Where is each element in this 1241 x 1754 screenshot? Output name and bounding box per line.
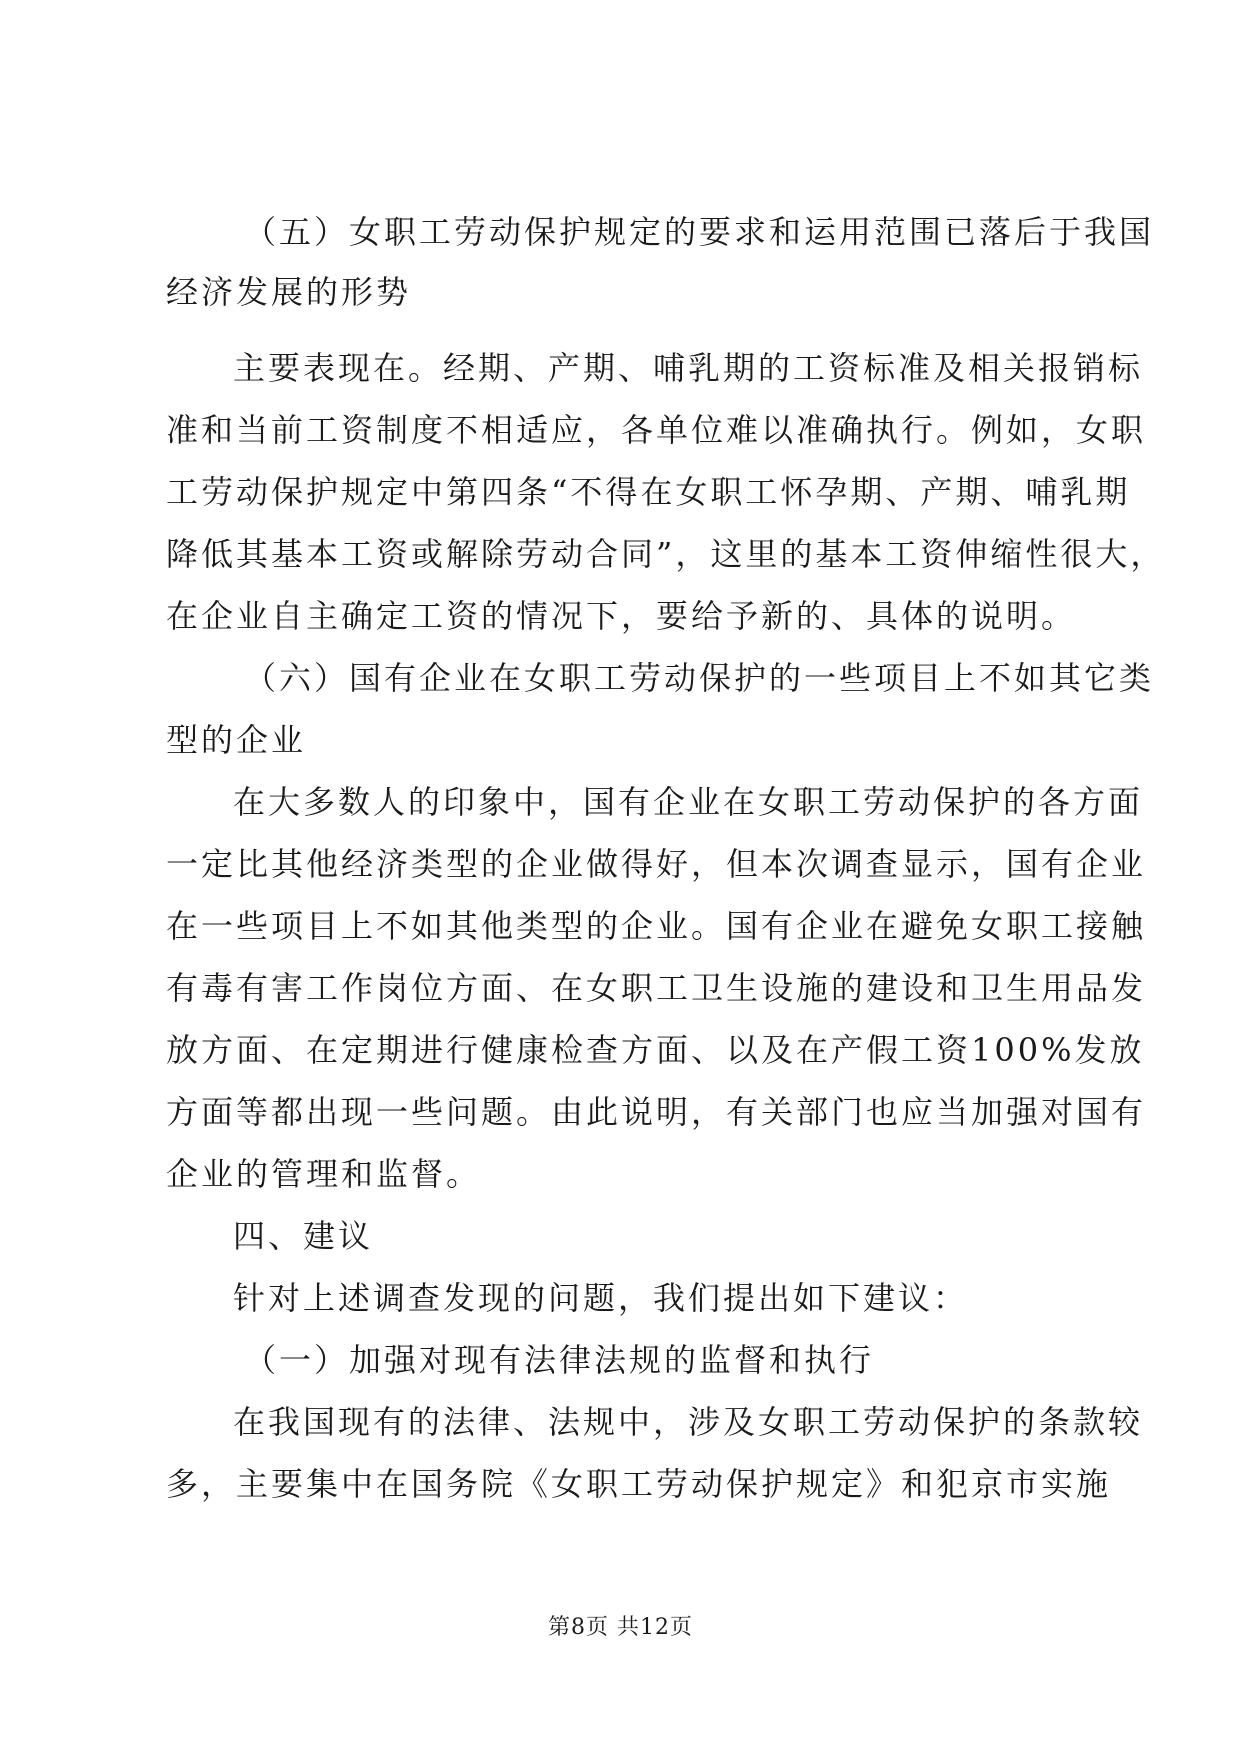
subsection-heading-1: （一）加强对现有法律法规的监督和执行 <box>244 1341 875 1379</box>
paragraph-line: 在企业自主确定工资的情况下，要给予新的、具体的说明。 <box>166 597 1077 635</box>
paragraph-line: 针对上述调查发现的问题，我们提出如下建议： <box>233 1279 969 1317</box>
paragraph-line: 降低其基本工资或解除劳动合同”，这里的基本工资伸缩性很大， <box>166 535 1166 573</box>
section-heading-5: （五）女职工劳动保护规定的要求和运用范围已落后于我国 <box>244 213 1155 251</box>
paragraph-line: 在一些项目上不如其他类型的企业。国有企业在避免女职工接触 <box>166 907 1147 945</box>
paragraph-line: 一定比其他经济类型的企业做得好，但本次调查显示，国有企业 <box>166 845 1147 883</box>
section-heading-4: 四、建议 <box>233 1217 374 1255</box>
page-number-footer: 第8页 共12页 <box>548 1615 693 1640</box>
section-heading-6: （六）国有企业在女职工劳动保护的一些项目上不如其它类 <box>244 659 1155 697</box>
paragraph-line: 放方面、在定期进行健康检查方面、以及在产假工资100%发放 <box>166 1031 1145 1069</box>
paragraph-line: 有毒有害工作岗位方面、在女职工卫生设施的建设和卫生用品发 <box>166 969 1147 1007</box>
paragraph-line: 方面等都出现一些问题。由此说明，有关部门也应当加强对国有 <box>166 1093 1147 1131</box>
paragraph-line: 多，主要集中在国务院《女职工劳动保护规定》和犯京市实施 <box>166 1465 1112 1503</box>
paragraph-line: 准和当前工资制度不相适应，各单位难以准确执行。例如，女职 <box>166 411 1147 449</box>
paragraph-line: 主要表现在。经期、产期、哺乳期的工资标准及相关报销标 <box>233 349 1144 387</box>
paragraph-line: 企业的管理和监督。 <box>166 1155 482 1193</box>
section-heading-6-cont: 型的企业 <box>166 721 307 759</box>
paragraph-line: 在我国现有的法律、法规中，涉及女职工劳动保护的条款较 <box>233 1403 1144 1441</box>
paragraph-line: 在大多数人的印象中，国有企业在女职工劳动保护的各方面 <box>233 783 1144 821</box>
paragraph-line: 工劳动保护规定中第四条“不得在女职工怀孕期、产期、哺乳期 <box>166 473 1131 511</box>
section-heading-5-cont: 经济发展的形势 <box>166 273 412 311</box>
